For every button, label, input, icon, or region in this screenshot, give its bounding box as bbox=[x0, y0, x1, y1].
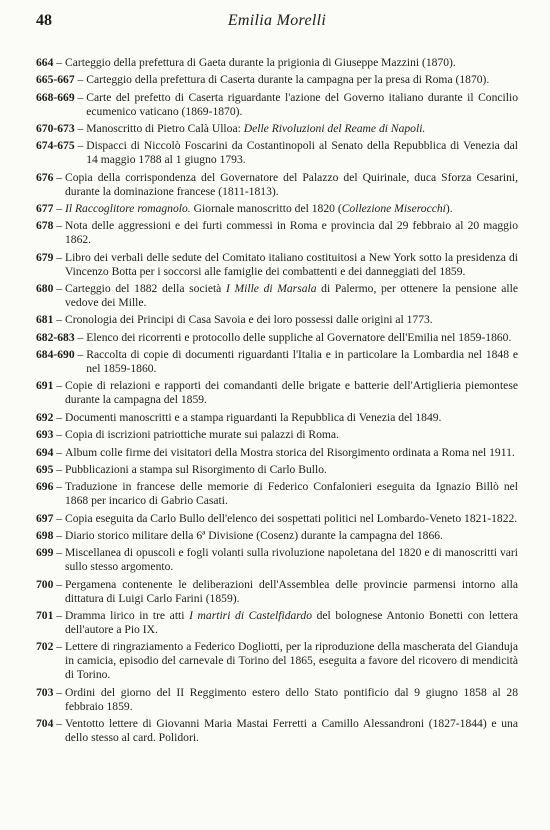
catalogue-entry bbox=[36, 348, 518, 376]
entry-number: 670-673 bbox=[36, 122, 75, 136]
entry-number: 674-675 bbox=[36, 139, 75, 153]
entry-text: Carteggio del 1882 della società bbox=[64, 282, 226, 296]
entry-text: Cronologia dei Principi di Casa Savoia e dei loro possessi dalle origini al 1773. bbox=[64, 313, 433, 327]
entry-text: Carteggio della prefettura di Gaeta durante la prigionia di Giuseppe Mazzini (1870). bbox=[64, 56, 456, 69]
catalogue-entry bbox=[36, 640, 518, 682]
entry-number: 700 bbox=[36, 577, 54, 591]
entry-title-italic: Collezione Miserocchi bbox=[341, 202, 446, 216]
catalogue-entry bbox=[36, 251, 518, 279]
catalogue-entry bbox=[36, 717, 518, 745]
entry-title-italic: Il Raccoglitore romagnolo. bbox=[64, 202, 191, 216]
entry-text: Manoscritto di Pietro Calà Ulloa: bbox=[86, 122, 244, 136]
entry-dash: – bbox=[74, 139, 87, 153]
catalogue-entry bbox=[36, 512, 518, 526]
entry-number: 668-669 bbox=[36, 90, 75, 104]
entry-description bbox=[65, 717, 518, 745]
entry-dash: – bbox=[74, 330, 87, 344]
entry-number: 704 bbox=[36, 716, 54, 730]
entry-description bbox=[65, 202, 518, 216]
entry-number: 698 bbox=[36, 528, 54, 542]
catalogue-entry bbox=[36, 219, 518, 247]
entry-dash: – bbox=[53, 202, 65, 216]
catalogue-entry bbox=[36, 428, 518, 442]
entry-dash: – bbox=[53, 445, 65, 459]
entry-number: 693 bbox=[36, 428, 54, 442]
entry-number: 682-683 bbox=[36, 330, 75, 344]
entry-title-italic: Delle Rivoluzioni del Reame di Napoli. bbox=[243, 122, 426, 136]
entry-description bbox=[65, 578, 518, 606]
entry-text: Libro dei verbali delle sedute del Comitato italiano costituitosi a New York sotto la presidenza di Vincenzo Botta per i soccorsi alle famiglie dei combattenti e dei danneggiati del 1859. bbox=[64, 250, 518, 278]
entry-text: di Palermo, per ottenere la pensione alle vedove dei Mille. bbox=[64, 282, 519, 310]
catalogue-entry bbox=[36, 122, 518, 136]
entry-description bbox=[65, 546, 518, 574]
entry-number: 691 bbox=[36, 379, 54, 393]
entry-description bbox=[65, 56, 518, 70]
entry-text: ). bbox=[445, 202, 453, 216]
entry-dash: – bbox=[74, 122, 87, 136]
entry-text: Diario storico militare della 6ª Divisione (Cosenz) durante la campagna del 1866. bbox=[64, 528, 443, 542]
entry-number: 676 bbox=[36, 170, 54, 184]
entry-description bbox=[65, 282, 518, 310]
entry-text: Traduzione in francese delle memorie di Federico Confalonieri eseguita da Ignazio Billò nel 1868 per incarico di Gabrio Casati. bbox=[64, 480, 518, 508]
catalogue-entry bbox=[36, 411, 518, 425]
entry-text: Ordini del giorno del II Reggimento estero dello Stato pontificio dal 9 giugno 1858 al 28 febbraio 1859. bbox=[64, 685, 518, 713]
catalogue-entry bbox=[36, 529, 518, 543]
entry-text: Copia eseguita da Carlo Bullo dell'elenco dei sospettati politici nel Lombardo-Veneto 1821-1822. bbox=[64, 511, 518, 525]
entry-dash: – bbox=[53, 640, 65, 654]
entry-text: Copia della corrispondenza del Governatore del Palazzo del Quirinale, duca Sforza Cesarini, durante la dominazione francese (1811-1813). bbox=[64, 170, 518, 198]
entry-dash: – bbox=[53, 716, 65, 730]
entry-dash: – bbox=[53, 546, 65, 560]
page-number: 48 bbox=[36, 12, 52, 29]
catalogue-entry bbox=[36, 282, 518, 310]
entry-text: Copie di relazioni e rapporti dei comandanti delle brigate e batterie dell'Artiglieria piemontese durante la campagna del 1859. bbox=[64, 379, 518, 407]
entry-text: Miscellanea di opuscoli e fogli volanti sulla rivoluzione napoletana del 1820 e di manoscritti vari sullo stesso argomento. bbox=[64, 546, 518, 574]
entry-number: 696 bbox=[36, 480, 54, 494]
catalogue-entry bbox=[36, 139, 518, 167]
entry-description bbox=[65, 171, 518, 199]
entry-description bbox=[86, 331, 518, 345]
entry-description bbox=[65, 609, 518, 637]
entry-text: Carteggio della prefettura di Caserta durante la campagna per la presa di Roma (1870). bbox=[86, 73, 490, 87]
entry-number: 677 bbox=[36, 202, 54, 216]
catalogue-entry bbox=[36, 463, 518, 477]
catalogue-entry bbox=[36, 578, 518, 606]
entry-number: 684-690 bbox=[36, 348, 75, 362]
entry-text: Nota delle aggressioni e dei furti commessi in Roma e provincia dal 29 febbraio al 20 maggio 1862. bbox=[64, 219, 518, 247]
catalogue-entry bbox=[36, 171, 518, 199]
entry-text: Elenco dei ricorrenti e protocollo delle suppliche al Governatore dell'Emilia nel 1859-1860. bbox=[86, 330, 512, 344]
entry-dash: – bbox=[53, 313, 65, 327]
entry-description bbox=[65, 411, 518, 425]
entry-number: 679 bbox=[36, 250, 54, 264]
entry-number: 702 bbox=[36, 640, 54, 654]
page-header bbox=[36, 12, 518, 34]
entry-description bbox=[65, 219, 518, 247]
entry-dash: – bbox=[53, 511, 65, 525]
entry-dash: – bbox=[53, 170, 65, 184]
entry-description bbox=[65, 313, 518, 327]
entry-text: Documenti manoscritti e a stampa riguardanti la Repubblica di Venezia del 1849. bbox=[64, 410, 442, 424]
entry-text: Raccolta di copie di documenti riguardanti l'Italia e in particolare la Lombardia nel 1848 e nel 1859-1860. bbox=[86, 348, 518, 376]
entry-description bbox=[86, 73, 518, 87]
entry-dash: – bbox=[53, 282, 65, 296]
catalogue-entry bbox=[36, 313, 518, 327]
entry-description bbox=[86, 91, 518, 119]
entry-number: 664 bbox=[36, 56, 54, 69]
entry-dash: – bbox=[53, 462, 65, 476]
entry-dash: – bbox=[53, 577, 65, 591]
entry-dash: – bbox=[74, 348, 87, 362]
entry-description bbox=[86, 348, 518, 376]
catalogue-entry bbox=[36, 546, 518, 574]
entry-number: 692 bbox=[36, 410, 54, 424]
entry-text: Carte del prefetto di Caserta riguardante l'azione del Governo italiano durante il Concilio ecumenico vaticano (1869-1870). bbox=[86, 90, 518, 118]
catalogue-entry bbox=[36, 91, 518, 119]
entry-dash: – bbox=[53, 528, 65, 542]
entry-dash: – bbox=[53, 608, 65, 622]
entry-text: del bolognese Antonio Bonetti con lettera dell'autore a Pio IX. bbox=[64, 608, 519, 636]
entry-text: Pergamena contenente le deliberazioni dell'Assemblea delle provincie parmensi intorno alla dittatura di Luigi Carlo Farini (1859). bbox=[64, 577, 518, 605]
catalogue-entry bbox=[36, 480, 518, 508]
entry-number: 680 bbox=[36, 282, 54, 296]
entry-dash: – bbox=[53, 219, 65, 233]
catalogue-entry bbox=[36, 331, 518, 345]
entry-description bbox=[65, 379, 518, 407]
entry-description bbox=[65, 463, 518, 477]
catalogue-entry bbox=[36, 56, 518, 70]
entry-text: Giornale manoscritto del 1820 ( bbox=[190, 202, 342, 216]
entry-dash: – bbox=[74, 90, 87, 104]
entry-number: 678 bbox=[36, 219, 54, 233]
entry-description bbox=[65, 512, 518, 526]
entry-title-italic: I martiri di Castelfidardo bbox=[189, 608, 312, 622]
entry-dash: – bbox=[53, 410, 65, 424]
entry-text: Copia di iscrizioni patriottiche murate sui palazzi di Roma. bbox=[64, 428, 339, 442]
entry-dash: – bbox=[53, 428, 65, 442]
entry-description bbox=[86, 139, 518, 167]
catalogue-entry bbox=[36, 609, 518, 637]
catalogue-entry bbox=[36, 446, 518, 460]
entry-dash: – bbox=[53, 480, 65, 494]
entry-description bbox=[65, 446, 518, 460]
entry-dash: – bbox=[74, 73, 87, 87]
catalogue-entry bbox=[36, 379, 518, 407]
entry-dash: – bbox=[53, 250, 65, 264]
entry-text: Pubblicazioni a stampa sul Risorgimento di Carlo Bullo. bbox=[64, 462, 327, 476]
entry-text: Album colle firme dei visitatori della Mostra storica del Risorgimento ordinata a Roma nel 1911. bbox=[64, 445, 515, 459]
entry-number: 695 bbox=[36, 462, 54, 476]
entry-number: 703 bbox=[36, 685, 54, 699]
entry-dash: – bbox=[53, 685, 65, 699]
entry-number: 665-667 bbox=[36, 73, 75, 87]
entry-text: Dispacci di Niccolò Foscarini da Costantinopoli al Senato della Repubblica di Venezia dal 14 maggio 1788 al 1 giugno 1793. bbox=[86, 139, 518, 167]
entry-description bbox=[65, 480, 518, 508]
entry-description bbox=[65, 529, 518, 543]
entry-dash: – bbox=[53, 379, 65, 393]
entry-description bbox=[65, 428, 518, 442]
entry-number: 694 bbox=[36, 445, 54, 459]
entry-description bbox=[65, 251, 518, 279]
entry-dash: – bbox=[53, 56, 65, 69]
entry-number: 699 bbox=[36, 546, 54, 560]
entry-number: 681 bbox=[36, 313, 54, 327]
catalogue-entries bbox=[36, 56, 518, 748]
catalogue-entry bbox=[36, 686, 518, 714]
entry-description bbox=[86, 122, 518, 136]
catalogue-entry bbox=[36, 73, 518, 87]
running-title: Emilia Morelli bbox=[227, 12, 327, 29]
entry-text: Dramma lirico in tre atti bbox=[64, 608, 190, 622]
catalogue-entry bbox=[36, 202, 518, 216]
entry-description bbox=[65, 640, 518, 682]
entry-title-italic: I Mille di Marsala bbox=[225, 282, 317, 296]
entry-description bbox=[65, 686, 518, 714]
entry-number: 701 bbox=[36, 608, 54, 622]
entry-text: Lettere di ringraziamento a Federico Dogliotti, per la riproduzione della mascherata del Gianduja in camicia, episodio del carnevale di Torino del 1865, eseguita a favore del ricovero di mendicità di Torino. bbox=[64, 640, 518, 682]
entry-text: Ventotto lettere di Giovanni Maria Mastai Ferretti a Camillo Alessandroni (1827-1844) e una dello stesso al card. Polidori. bbox=[64, 716, 518, 744]
entry-number: 697 bbox=[36, 511, 54, 525]
